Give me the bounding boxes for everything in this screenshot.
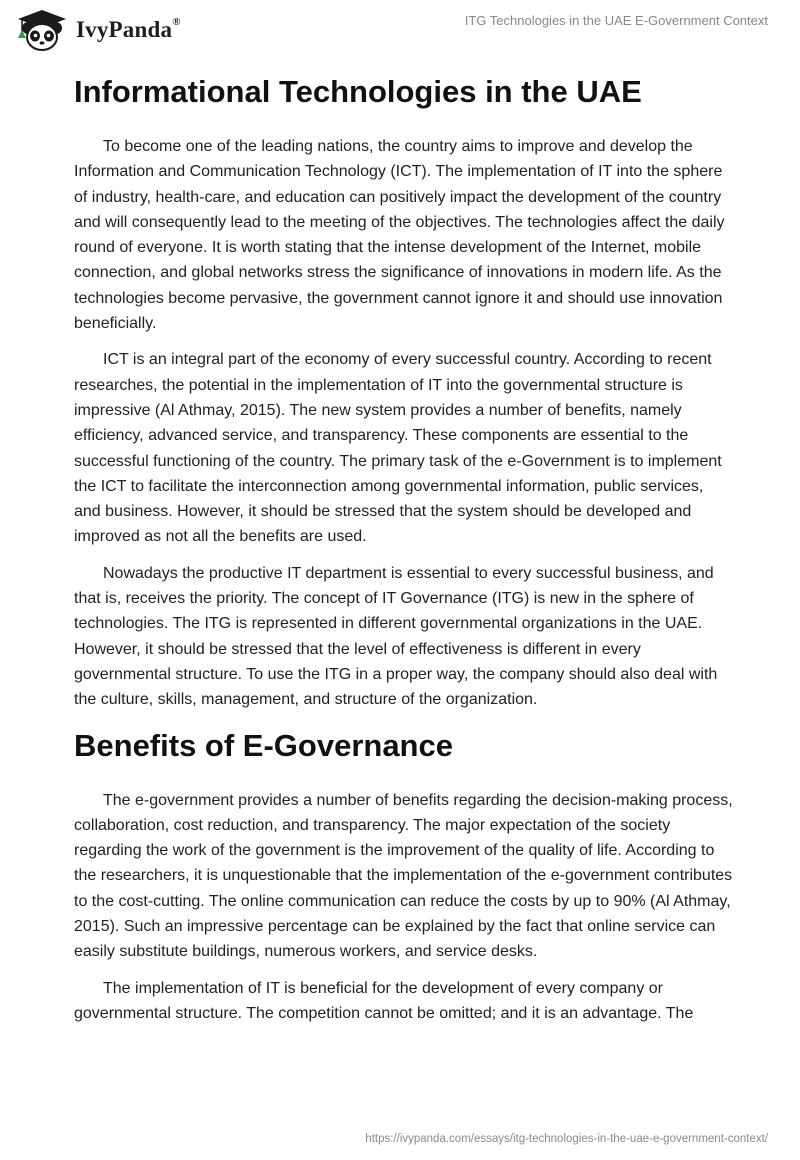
logo[interactable] bbox=[14, 8, 181, 52]
paragraph: Nowadays the productive IT department is essential to every successful business, and that is, receives the priority. The concept of IT Governance (ITG) is new in the sphere of technologies. The ITG is represented in different governmental organizations in the UAE. However, it should be stressed that the level of effectiveness is different in every governmental structure. To use the ITG in a proper way, the company should also deal with the culture, skills, management, and structure of the organization. bbox=[74, 564, 718, 709]
paragraph: The e-government provides a number of benefits regarding the decision-making process, collaboration, cost reduction, and transparency. The major expectation of the society regarding the work of the government is the improvement of the quality of life. According to the researchers, it is unquestionable that the implementation of the e-government contributes to the cost-cutting. The online communication can reduce the costs by up to 90% (Al Athmay, 2015). Such an impressive percentage can be explained by the fact that online service can easily substitute buildings, numerous workers, and service desks. bbox=[74, 791, 733, 961]
section-informational-technologies bbox=[74, 70, 734, 713]
source-url[interactable]: https://ivypanda.com/essays/itg-technologies-in-the-uae-e-government-context/ bbox=[365, 1133, 768, 1145]
section-heading: Informational Technologies in the UAE bbox=[74, 74, 642, 109]
document-title: ITG Technologies in the UAE E-Government Context bbox=[464, 13, 768, 28]
paragraph: ICT is an integral part of the economy of every successful country. According to recent researches, the potential in the implementation of IT into the governmental structure is impressive (Al Athmay, 2015). The new system provides a number of benefits, namely efficiency, advanced service, and transparency. These components are essential to the successful functioning of the country. The primary task of the e-Government is to implement the ICT to facilitate the interconnection among governmental information, public services, and business. However, it should be stressed that the system should be developed and improved as not all the benefits are used. bbox=[74, 351, 722, 546]
panda-logo-icon bbox=[14, 8, 70, 52]
article-body bbox=[74, 70, 734, 1037]
page-header bbox=[0, 0, 800, 64]
section-heading: Benefits of E-Governance bbox=[74, 727, 453, 763]
section-benefits-of-e-governance bbox=[74, 724, 734, 1027]
paragraph: To become one of the leading nations, the country aims to improve and develop the Information and Communication Technology (ICT). The implementation of IT into the sphere of industry, health-care, and education can positively impact the development of the country and will consequently lead to the meeting of the objectives. The technologies affect the daily round of everyone. It is worth stating that the intense development of the Internet, mobile connection, and global networks stress the significance of innovations in modern life. As the technologies become pervasive, the government cannot ignore it and should use innovation beneficially. bbox=[74, 138, 725, 333]
brand-name: IvyPanda® bbox=[76, 16, 181, 42]
paragraph: The implementation of IT is beneficial for the development of every company or governmental structure. The competition cannot be omitted; and it is an advantage. The bbox=[74, 979, 694, 1022]
